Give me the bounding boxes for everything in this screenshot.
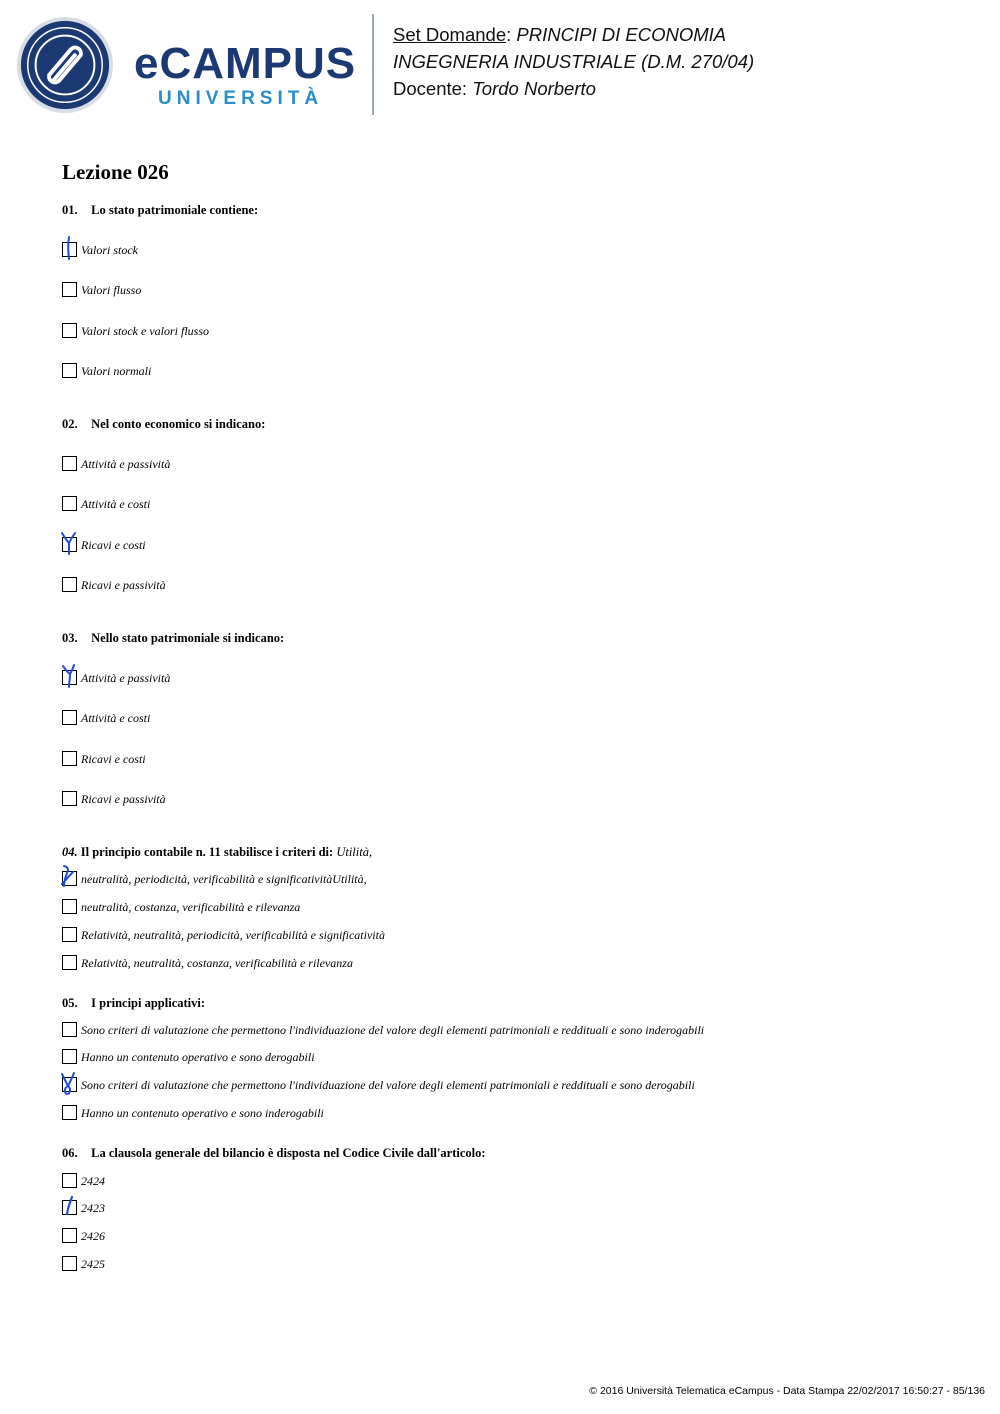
handwritten-check-icon — [58, 530, 80, 556]
option-label: Ricavi e costi — [81, 538, 146, 552]
ecampus-emblem-icon — [16, 16, 114, 114]
checkbox[interactable] — [62, 710, 77, 725]
question-text: I principi applicativi: — [91, 996, 206, 1010]
option-label: Attività e costi — [81, 711, 151, 725]
question-5 — [62, 996, 205, 1011]
option-label: 2426 — [81, 1229, 105, 1243]
option-label: Relatività, neutralità, periodicità, verificabilità e significatività — [81, 928, 385, 942]
teacher-label: Docente: — [393, 78, 468, 99]
option-label: Sono criteri di valutazione che permettono l'individuazione del valore degli elementi patrimoniali e reddituali e sono inderogabili — [81, 1023, 705, 1037]
logo-wordmark: eCAMPUS — [134, 39, 357, 88]
option-label: Ricavi e passività — [81, 578, 166, 592]
checkbox[interactable] — [62, 496, 77, 511]
option-label: Hanno un contenuto operativo e sono inderogabili — [81, 1106, 324, 1120]
checkbox[interactable] — [62, 577, 77, 592]
option-label: 2424 — [81, 1174, 105, 1188]
header-divider — [372, 14, 374, 115]
question-number: 02. — [62, 417, 78, 431]
question-text: Nel conto economico si indicano: — [91, 417, 266, 431]
checkbox[interactable] — [62, 323, 77, 338]
option-label: Relatività, neutralità, costanza, verificabilità e rilevanza — [81, 956, 353, 970]
option-label: Attività e passività — [81, 671, 171, 685]
option-label: Valori stock — [81, 243, 138, 257]
option-label: neutralità, costanza, verificabilità e rilevanza — [81, 900, 301, 914]
checkbox[interactable] — [62, 927, 77, 942]
option-label: neutralità, periodicità, verificabilità e significativitàUtilità, — [81, 872, 367, 886]
question-number: 03. — [62, 631, 78, 645]
set-label: Set Domande — [393, 24, 507, 45]
handwritten-check-icon — [58, 1193, 80, 1219]
checkbox[interactable] — [62, 751, 77, 766]
handwritten-check-icon — [58, 663, 80, 689]
set-title-line1: PRINCIPI DI ECONOMIA — [516, 24, 727, 45]
page-footer: © 2016 Università Telematica eCampus - Data Stampa 22/02/2017 16:50:27 - 85/136 — [589, 1385, 985, 1397]
checkbox[interactable] — [62, 456, 77, 471]
option-label: Sono criteri di valutazione che permettono l'individuazione del valore degli elementi patrimoniali e reddituali e sono derogabili — [81, 1078, 695, 1092]
checkbox[interactable] — [62, 1228, 77, 1243]
document-header — [0, 0, 1000, 130]
question-text: Il principio contabile n. 11 stabilisce i criteri di: — [80, 845, 334, 859]
checkbox[interactable] — [62, 1256, 77, 1271]
question-number: 01. — [62, 203, 78, 217]
question-1 — [62, 203, 258, 218]
teacher-name: Tordo Norberto — [472, 78, 596, 99]
checkbox[interactable] — [62, 791, 77, 806]
question-number: 05. — [62, 996, 78, 1010]
checkbox[interactable] — [62, 1022, 77, 1037]
option-label: Hanno un contenuto operativo e sono derogabili — [81, 1050, 315, 1064]
option-label: Ricavi e costi — [81, 752, 146, 766]
option-label: Valori stock e valori flusso — [81, 324, 209, 338]
question-text-tail: Utilità, — [336, 845, 373, 859]
question-3 — [62, 631, 284, 646]
handwritten-check-icon — [58, 235, 80, 261]
lesson-title: Lezione 026 — [62, 160, 169, 184]
set-title-line2: INGEGNERIA INDUSTRIALE (D.M. 270/04) — [393, 51, 755, 72]
question-6 — [62, 1146, 486, 1161]
option-label: Valori flusso — [81, 283, 142, 297]
checkbox[interactable] — [62, 282, 77, 297]
checkbox[interactable] — [62, 1049, 77, 1064]
option-label: 2423 — [81, 1201, 105, 1215]
option-label: Ricavi e passività — [81, 792, 166, 806]
question-number: 04. — [62, 845, 78, 859]
handwritten-check-icon — [58, 864, 80, 890]
question-text: Nello stato patrimoniale si indicano: — [91, 631, 285, 645]
checkbox[interactable] — [62, 899, 77, 914]
checkbox[interactable] — [62, 955, 77, 970]
option-label: Valori normali — [81, 364, 152, 378]
checkbox[interactable] — [62, 1173, 77, 1188]
option-label: Attività e passività — [81, 457, 171, 471]
set-info: Set Domande: PRINCIPI DI ECONOMIA INGEGNERIA INDUSTRIALE (D.M. 270/04) Docente: Tordo Norberto — [393, 24, 755, 99]
option-label: Attività e costi — [81, 497, 151, 511]
option-label: 2425 — [81, 1257, 105, 1271]
logo-subtitle: UNIVERSITÀ — [158, 88, 324, 109]
checkbox[interactable] — [62, 363, 77, 378]
question-number: 06. — [62, 1146, 78, 1160]
question-2 — [62, 417, 265, 432]
checkbox[interactable] — [62, 1105, 77, 1120]
question-text: Lo stato patrimoniale contiene: — [91, 203, 259, 217]
handwritten-check-icon — [58, 1070, 80, 1096]
question-4 — [62, 845, 372, 860]
question-text: La clausola generale del bilancio è disposta nel Codice Civile dall'articolo: — [91, 1146, 486, 1160]
